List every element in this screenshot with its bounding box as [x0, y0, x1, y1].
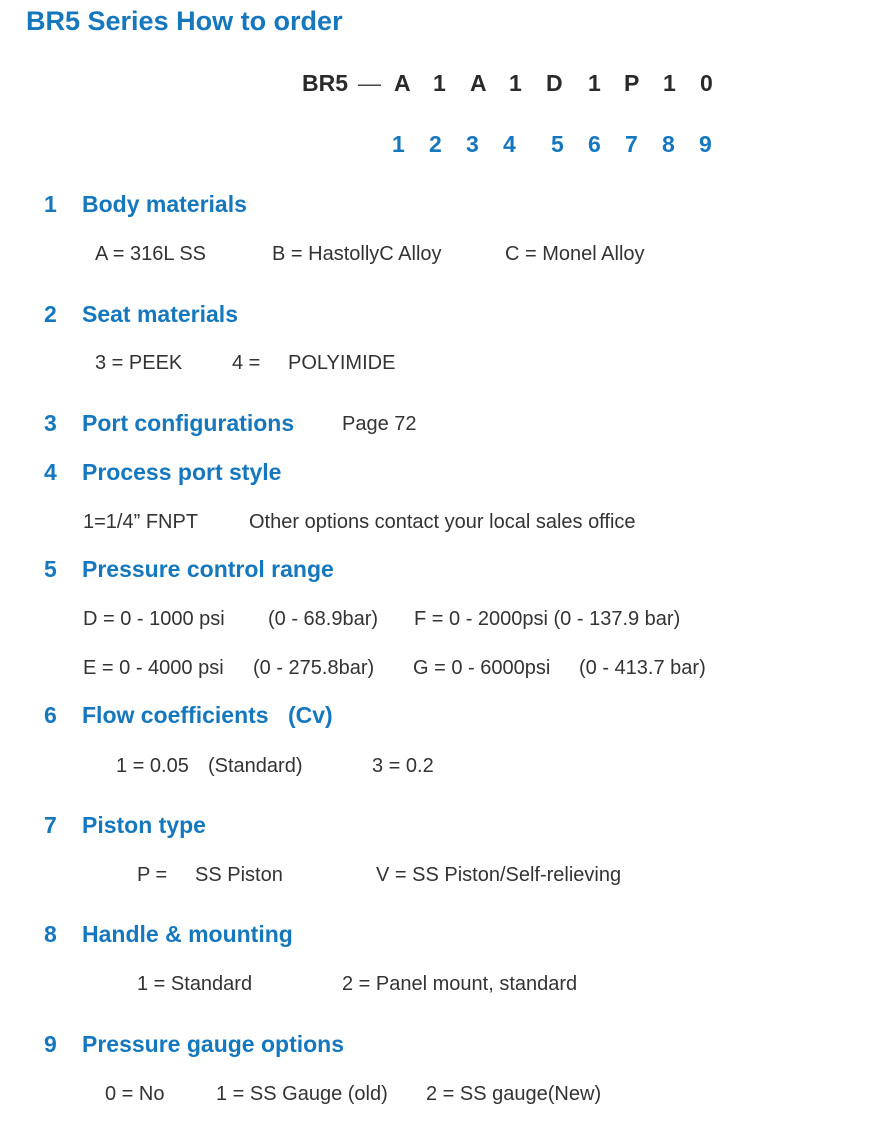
- port-style-option-1: 1=1/4” FNPT: [83, 511, 199, 533]
- code-index-7: 7: [625, 131, 638, 157]
- code-letter-4: 1: [509, 70, 522, 96]
- section-3-title: Port configurations: [82, 410, 295, 436]
- section-1-title: Body materials: [82, 191, 247, 217]
- section-5-title: Pressure control range: [82, 556, 334, 582]
- section-7-number: 7: [44, 812, 57, 838]
- pressure-option-d-bar: (0 - 68.9bar): [268, 608, 379, 630]
- section-1-number: 1: [44, 191, 57, 217]
- code-index-1: 1: [392, 131, 405, 157]
- body-option-c: C = Monel Alloy: [505, 243, 645, 265]
- code-index-9: 9: [699, 131, 712, 157]
- code-index-8: 8: [662, 131, 675, 157]
- page-title: BR5 Series How to order: [26, 6, 343, 36]
- code-index-4: 4: [503, 131, 516, 157]
- handle-option-2: 2 = Panel mount, standard: [342, 973, 578, 995]
- seat-option-4-code: 4 =: [232, 352, 261, 374]
- seat-option-3: 3 = PEEK: [95, 352, 183, 374]
- section-6-title-suffix: (Cv): [288, 702, 333, 728]
- flow-option-1: 1 = 0.05: [116, 755, 189, 777]
- flow-option-3: 3 = 0.2: [372, 755, 434, 777]
- gauge-option-1: 1 = SS Gauge (old): [216, 1083, 388, 1105]
- section-8-number: 8: [44, 921, 57, 947]
- code-letter-6: 1: [588, 70, 601, 96]
- body-option-a: A = 316L SS: [95, 243, 207, 265]
- code-letter-8: 1: [663, 70, 676, 96]
- piston-option-p-code: P =: [137, 864, 168, 886]
- piston-option-v: V = SS Piston/Self-relieving: [376, 864, 622, 886]
- body-option-b: B = HastollyC Alloy: [272, 243, 442, 265]
- pressure-option-g: G = 0 - 6000psi: [413, 657, 551, 679]
- section-2-number: 2: [44, 301, 57, 327]
- code-index-2: 2: [429, 131, 442, 157]
- pressure-option-e-bar: (0 - 275.8bar): [253, 657, 375, 679]
- flow-option-1-note: (Standard): [208, 755, 303, 777]
- code-letter-3: A: [470, 70, 487, 96]
- section-9-number: 9: [44, 1031, 57, 1057]
- code-index-5: 5: [551, 131, 564, 157]
- pressure-option-g-bar: (0 - 413.7 bar): [579, 657, 706, 679]
- section-6-number: 6: [44, 702, 57, 728]
- section-3-number: 3: [44, 410, 57, 436]
- pressure-option-e: E = 0 - 4000 psi: [83, 657, 224, 679]
- pressure-option-f: F = 0 - 2000psi (0 - 137.9 bar): [414, 608, 681, 630]
- model-dash: —: [358, 70, 381, 96]
- section-2-title: Seat materials: [82, 301, 238, 327]
- model-prefix: BR5: [302, 70, 349, 96]
- gauge-option-2: 2 = SS gauge(New): [426, 1083, 602, 1105]
- gauge-option-0: 0 = No: [105, 1083, 165, 1105]
- section-6-title: Flow coefficients: [82, 702, 269, 728]
- code-letter-1: A: [394, 70, 411, 96]
- seat-option-4-label: POLYIMIDE: [288, 352, 396, 374]
- code-letter-7: P: [624, 70, 640, 96]
- section-4-title: Process port style: [82, 459, 282, 485]
- code-index-6: 6: [588, 131, 601, 157]
- pressure-option-d: D = 0 - 1000 psi: [83, 608, 225, 630]
- section-8-title: Handle & mounting: [82, 921, 293, 947]
- section-5-number: 5: [44, 556, 57, 582]
- section-7-title: Piston type: [82, 812, 206, 838]
- code-letter-2: 1: [433, 70, 446, 96]
- code-index-3: 3: [466, 131, 479, 157]
- piston-option-p-label: SS Piston: [195, 864, 283, 886]
- port-style-other-note: Other options contact your local sales office: [249, 511, 636, 533]
- port-config-page-note: Page 72: [342, 413, 417, 435]
- code-letter-5: D: [546, 70, 563, 96]
- code-letter-9: 0: [700, 70, 713, 96]
- section-9-title: Pressure gauge options: [82, 1031, 345, 1057]
- handle-option-1: 1 = Standard: [137, 973, 253, 995]
- section-4-number: 4: [44, 459, 57, 485]
